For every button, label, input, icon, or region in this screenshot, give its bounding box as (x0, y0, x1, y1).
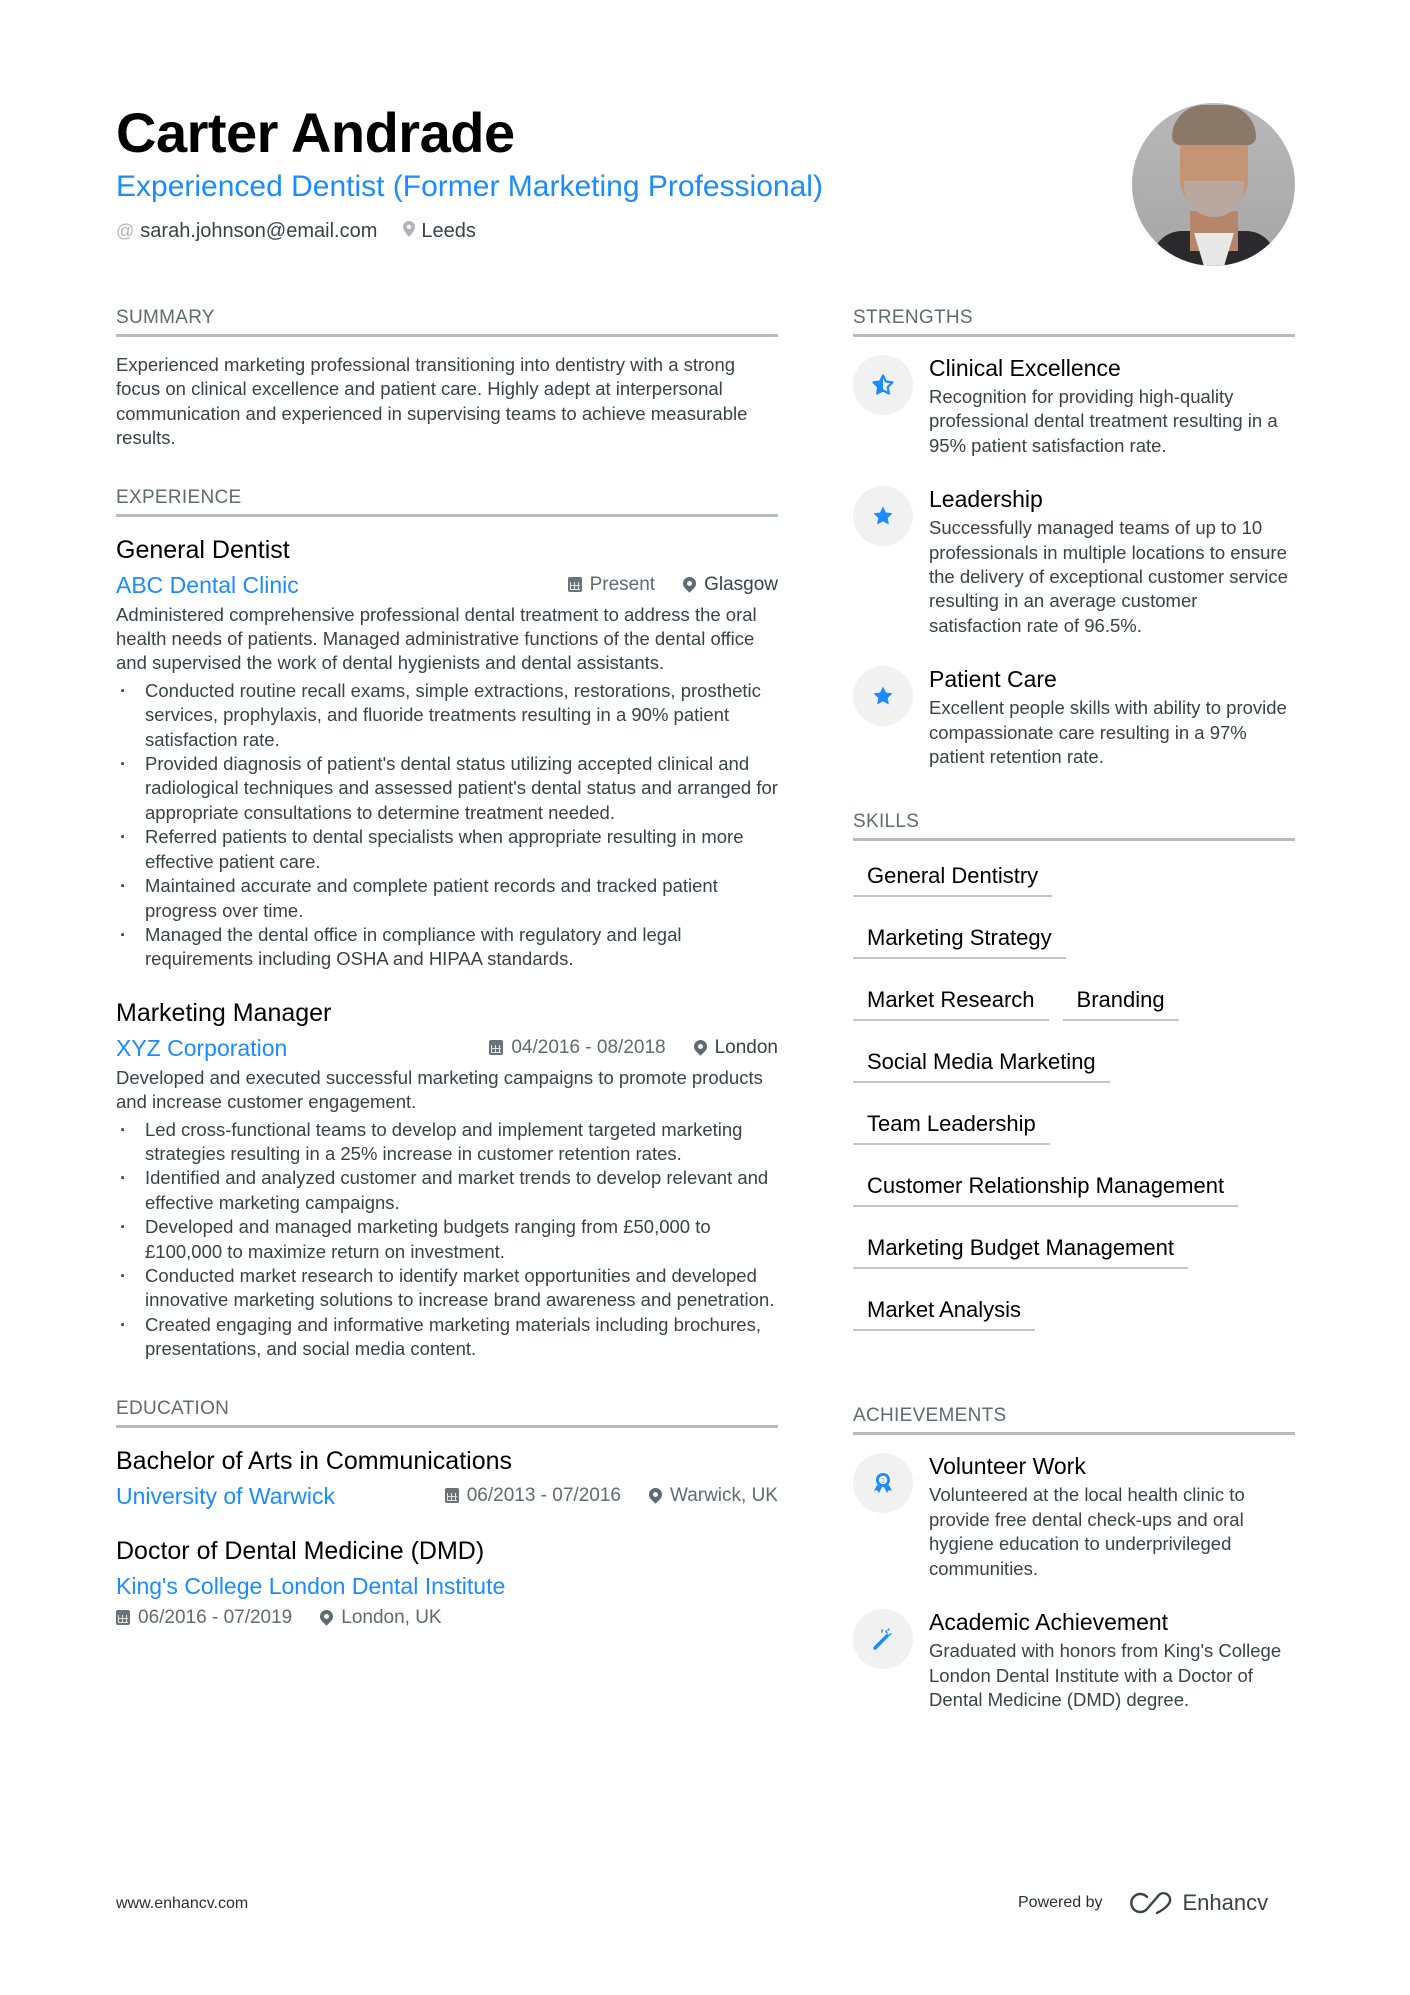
education-entry (116, 1534, 778, 1632)
map-pin-icon (318, 1607, 336, 1625)
achievement-description: Graduated with honors from King's College London Dental Institute with a Doctor of Dental Medicine (DMD) degree. (929, 1640, 1282, 1710)
degree-title: Bachelor of Arts in Communications (116, 1446, 513, 1475)
contact-info (116, 220, 1116, 243)
job-title: General Dentist (116, 535, 290, 564)
achievement-item (853, 1607, 1295, 1712)
education-dates: 06/2016 - 07/2019 (138, 1606, 293, 1628)
education-location: Warwick, UK (669, 1484, 778, 1506)
job-dates: 04/2016 - 08/2018 (511, 1036, 666, 1058)
bullet-item: · Conducted routine recall exams, simple extractions, restorations, prosthetic services, prophylaxis, and fluoride treatments resulting in a 90% patient satisfaction rate. (116, 679, 778, 752)
calendar-icon (489, 1040, 503, 1055)
bullet-item: · Led cross-functional teams to develop and implement targeted marketing strategies resulting in a 25% increase in customer retention rates. (116, 1118, 778, 1167)
section-title-summary: SUMMARY (116, 305, 778, 337)
skill-tag: Social Media Marketing (853, 1049, 1110, 1083)
skill-tag: General Dentistry (853, 863, 1052, 897)
strengths-section (853, 305, 1295, 769)
map-pin-icon (646, 1485, 664, 1503)
strength-title: Patient Care (929, 666, 1057, 693)
powered-by-text: Powered by (1018, 1894, 1103, 1911)
section-title-experience: EXPERIENCE (116, 485, 778, 517)
map-pin-icon (680, 574, 698, 592)
profile-photo (1132, 103, 1295, 266)
strength-item (853, 353, 1295, 458)
job-title: Marketing Manager (116, 998, 332, 1027)
map-pin-icon (403, 221, 415, 242)
left-column (116, 305, 778, 1666)
calendar-icon (116, 1610, 130, 1625)
location-text: Leeds (421, 220, 476, 242)
job-location: Glasgow (704, 573, 778, 595)
strength-title: Leadership (929, 486, 1043, 513)
bullet-item: · Conducted market research to identify market opportunities and developed innovative marketing solutions to increase brand awareness and penetration. (116, 1264, 778, 1313)
enhancv-logo[interactable] (1127, 1890, 1269, 1916)
bullet-item: · Managed the dental office in compliance with regulatory and legal requirements including OSHA and HIPAA standards. (116, 923, 778, 972)
job-bullets (116, 1118, 778, 1362)
achievement-description: Volunteered at the local health clinic to provide free dental check-ups and oral hygiene education to underprivileged communities. (929, 1484, 1245, 1579)
degree-title: Doctor of Dental Medicine (DMD) (116, 1536, 485, 1565)
achievement-title: Volunteer Work (929, 1453, 1086, 1480)
strength-description: Successfully managed teams of up to 10 professionals in multiple locations to ensure the delivery of exceptional customer service resulting in an average customer satisfaction rate of 96.5%. (929, 517, 1288, 636)
right-column (853, 305, 1295, 1746)
svg-text:1: 1 (881, 1477, 885, 1485)
job-entry (116, 533, 778, 972)
bullet-item: · Maintained accurate and complete patient records and tracked patient progress over time. (116, 874, 778, 923)
star-icon (853, 486, 913, 546)
strength-description: Recognition for providing high-quality professional dental treatment resulting in a 95% patient satisfaction rate. (929, 386, 1278, 456)
bullet-item: · Referred patients to dental specialists when appropriate resulting in more effective patient care. (116, 825, 778, 874)
summary-section (116, 305, 778, 451)
contact-location (403, 220, 476, 243)
achievement-item (853, 1451, 1295, 1581)
strength-item (853, 484, 1295, 638)
strength-item (853, 664, 1295, 769)
achievements-section (853, 1403, 1295, 1712)
skills-list (853, 863, 1295, 1331)
job-description: Developed and executed successful marketing campaigns to promote products and increase customer engagement. (116, 1066, 763, 1113)
achievement-title: Academic Achievement (929, 1609, 1169, 1636)
candidate-name: Carter Andrade (116, 101, 515, 164)
strength-title: Clinical Excellence (929, 355, 1121, 381)
footer-website-link[interactable]: www.enhancv.com (116, 1895, 249, 1912)
strength-description: Excellent people skills with ability to provide compassionate care resulting in a 97% patient retention rate. (929, 697, 1287, 768)
contact-email[interactable] (116, 220, 377, 243)
skill-tag: Marketing Budget Management (853, 1235, 1188, 1269)
skill-tag: Market Analysis (853, 1297, 1035, 1331)
job-location: London (714, 1036, 778, 1058)
star-icon (853, 666, 913, 726)
company-name: XYZ Corporation (116, 1034, 288, 1061)
skill-tag: Marketing Strategy (853, 925, 1066, 959)
star-half-icon (853, 355, 913, 415)
award-ribbon-icon (853, 1453, 913, 1513)
job-bullets (116, 679, 778, 972)
skill-tag: Team Leadership (853, 1111, 1050, 1145)
skills-section (853, 809, 1295, 1331)
at-icon: @ (116, 221, 135, 241)
education-entry (116, 1444, 778, 1512)
company-name: ABC Dental Clinic (116, 571, 299, 598)
education-dates: 06/2013 - 07/2016 (466, 1484, 621, 1506)
job-meta (116, 569, 778, 601)
bullet-item: · Developed and managed marketing budgets ranging from £50,000 to £100,000 to maximize return on investment. (116, 1215, 778, 1264)
education-section (116, 1396, 778, 1632)
calendar-icon (568, 577, 582, 592)
skill-tag: Customer Relationship Management (853, 1173, 1238, 1207)
education-location: London, UK (341, 1606, 442, 1628)
job-dates: Present (589, 573, 656, 595)
school-name: University of Warwick (116, 1482, 335, 1509)
section-title-education: EDUCATION (116, 1396, 778, 1428)
section-title-skills: SKILLS (853, 809, 1295, 841)
skill-tag: Branding (1063, 987, 1179, 1021)
experience-section (116, 485, 778, 1362)
section-title-strengths: STRENGTHS (853, 305, 1295, 337)
bullet-item: · Created engaging and informative marketing materials including brochures, presentations, and social media content. (116, 1313, 778, 1362)
school-name: King's College London Dental Institute (116, 1572, 506, 1599)
map-pin-icon (691, 1038, 709, 1056)
footer-branding (1018, 1890, 1268, 1916)
candidate-title: Experienced Dentist (Former Marketing Professional) (116, 170, 823, 203)
enhancv-logo-icon (1127, 1891, 1173, 1915)
brand-name: Enhancv (1182, 1890, 1269, 1915)
email-text: sarah.johnson@email.com (140, 220, 378, 242)
bullet-item: · Identified and analyzed customer and market trends to develop relevant and effective marketing campaigns. (116, 1166, 778, 1215)
calendar-icon (445, 1488, 459, 1503)
magic-wand-icon (853, 1609, 913, 1669)
job-description: Administered comprehensive professional dental treatment to address the oral health needs of patients. Managed administrative functions of the dental office and supervised the work of dental hygienists and dental assistants. (116, 603, 757, 674)
job-entry (116, 996, 778, 1362)
summary-text: Experienced marketing professional transitioning into dentistry with a strong focus on clinical excellence and patient care. Highly adept at interpersonal communication and experienced in supervising teams to achieve measurable results. (116, 354, 748, 449)
resume-header (116, 100, 1116, 243)
section-title-achievements: ACHIEVEMENTS (853, 1403, 1295, 1435)
skill-tag: Market Research (853, 987, 1049, 1021)
bullet-item: · Provided diagnosis of patient's dental status utilizing accepted clinical and radiological techniques and assessed patient's dental status and arranged for appropriate consultations to determine treatment needed. (116, 752, 778, 825)
job-meta (116, 1032, 778, 1064)
